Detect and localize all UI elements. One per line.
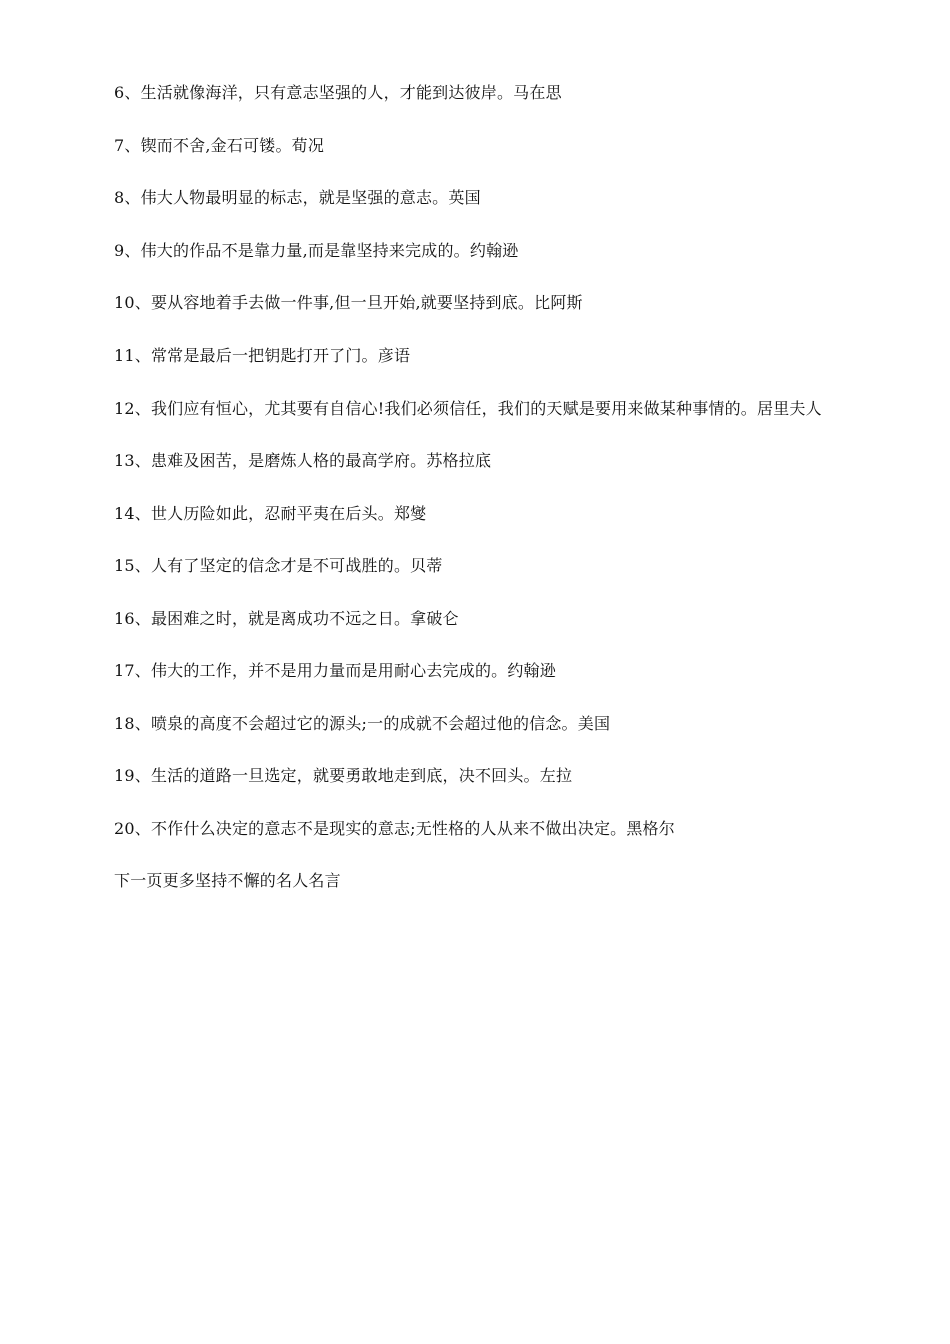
quote-item: 7、锲而不舍,金石可镂。荀况: [114, 135, 325, 155]
quote-item: 17、伟大的工作，并不是用力量而是用耐心去完成的。约翰逊: [114, 661, 556, 680]
quote-item: 10、要从容地着手去做一件事,但一旦开始,就要坚持到底。比阿斯: [114, 293, 583, 312]
quote-item: 20、不作什么决定的意志不是现实的意志;无性格的人从来不做出决定。黑格尔: [114, 818, 675, 838]
quote-item: 12、我们应有恒心，尤其要有自信心!我们必须信任，我们的天赋是要用来做某种事情的。居里夫人: [114, 399, 822, 418]
quote-item: 19、生活的道路一旦选定，就要勇敢地走到底，决不回头。左拉: [114, 766, 573, 785]
quote-item: 18、喷泉的高度不会超过它的源头;一的成就不会超过他的信念。美国: [114, 713, 611, 733]
quote-item: 14、世人历险如此，忍耐平夷在后头。郑燮: [114, 503, 427, 523]
quote-item: 9、伟大的作品不是靠力量,而是靠坚持来完成的。约翰逊: [114, 240, 519, 260]
quote-item: 13、患难及困苦，是磨炼人格的最高学府。苏格拉底: [114, 451, 492, 470]
quote-item: 16、最困难之时，就是离成功不远之日。拿破仑: [114, 608, 459, 628]
quote-item: 15、人有了坚定的信念才是不可战胜的。贝蒂: [114, 556, 443, 575]
quote-list: [82, 80, 872, 893]
quote-item: 6、生活就像海洋，只有意志坚强的人，才能到达彼岸。马在思: [114, 83, 562, 102]
quote-item: 8、伟大人物最明显的标志，就是坚强的意志。英国: [114, 188, 481, 207]
next-page-link[interactable]: 下一页更多坚持不懈的名人名言: [114, 871, 341, 890]
quote-item: 11、常常是最后一把钥匙打开了门。彦语: [114, 345, 411, 365]
